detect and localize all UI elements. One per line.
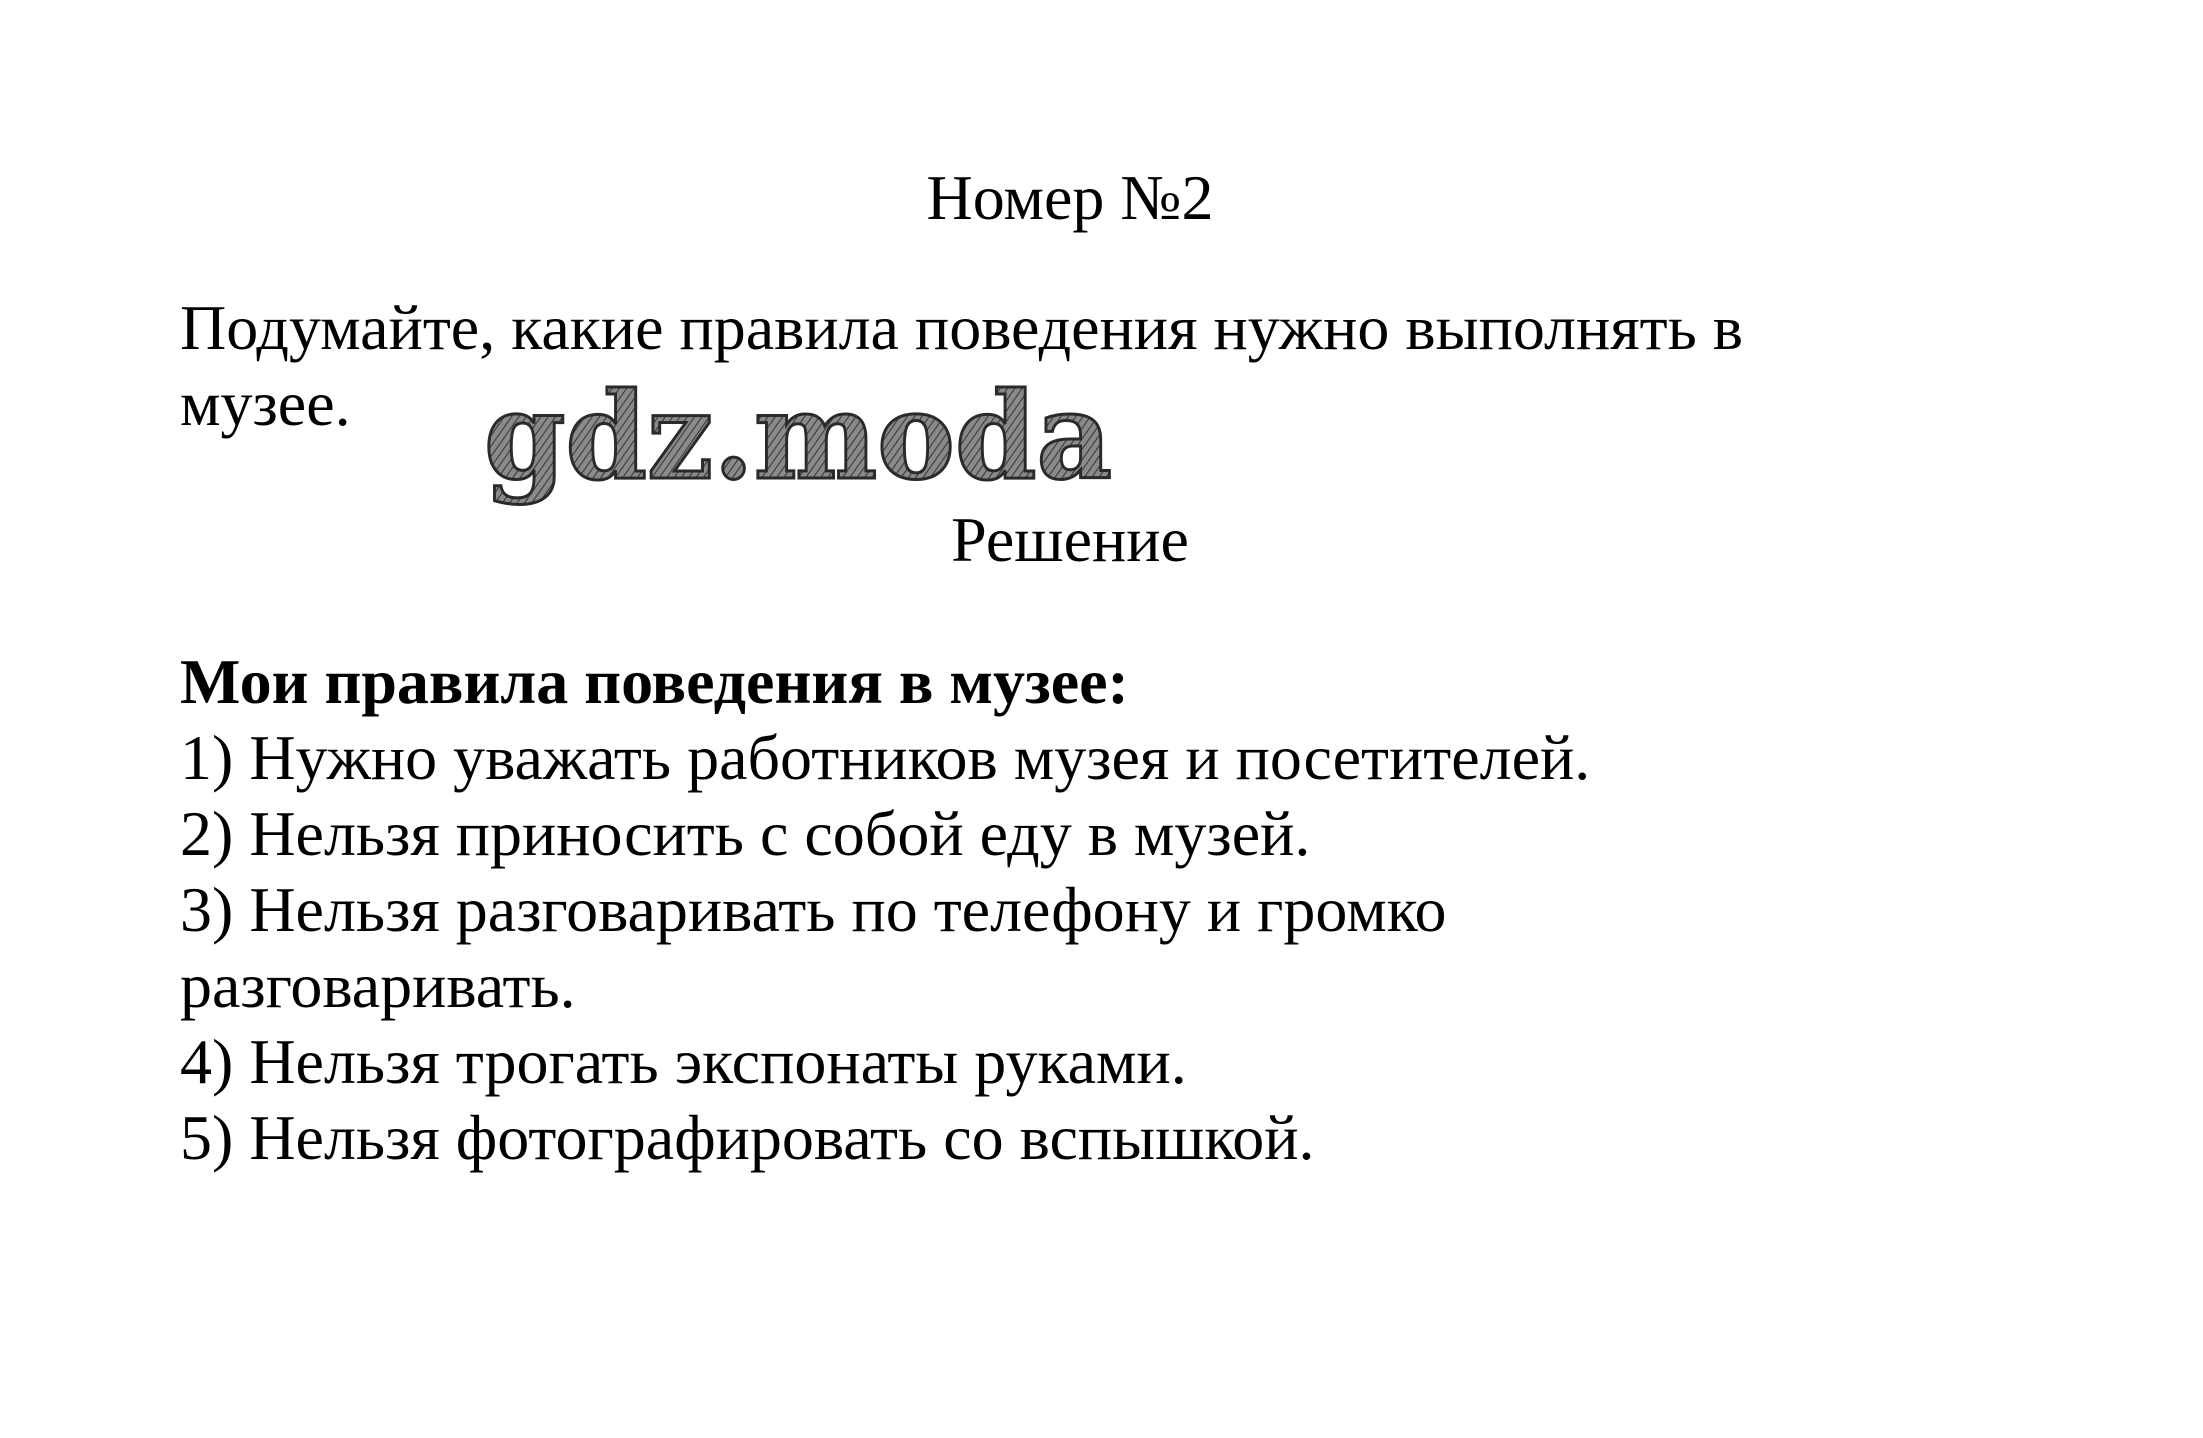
question-line: Подумайте, какие правила поведения нужно выполнять в — [180, 292, 1743, 363]
watermark-logo — [478, 380, 1118, 520]
question-line: музее. — [180, 368, 351, 439]
answer-line: 4) Нельзя трогать экспонаты руками. — [180, 1026, 1187, 1097]
solution-label: Решение — [951, 504, 1189, 575]
page-title: Номер №2 — [926, 162, 1214, 233]
answer-line: разговаривать. — [180, 950, 576, 1021]
answer-line: 1) Нужно уважать работников музея и посетителей. — [180, 722, 1591, 793]
answer-heading: Мои правила поведения в музее: — [180, 646, 1129, 717]
answer-line: 3) Нельзя разговаривать по телефону и громко — [180, 874, 1447, 945]
watermark-text: gdz.moda — [484, 380, 1112, 507]
answer-line: 5) Нельзя фотографировать со вспышкой. — [180, 1102, 1315, 1173]
answer-block — [180, 644, 2080, 1176]
answer-line: 2) Нельзя приносить с собой еду в музей. — [180, 798, 1311, 869]
